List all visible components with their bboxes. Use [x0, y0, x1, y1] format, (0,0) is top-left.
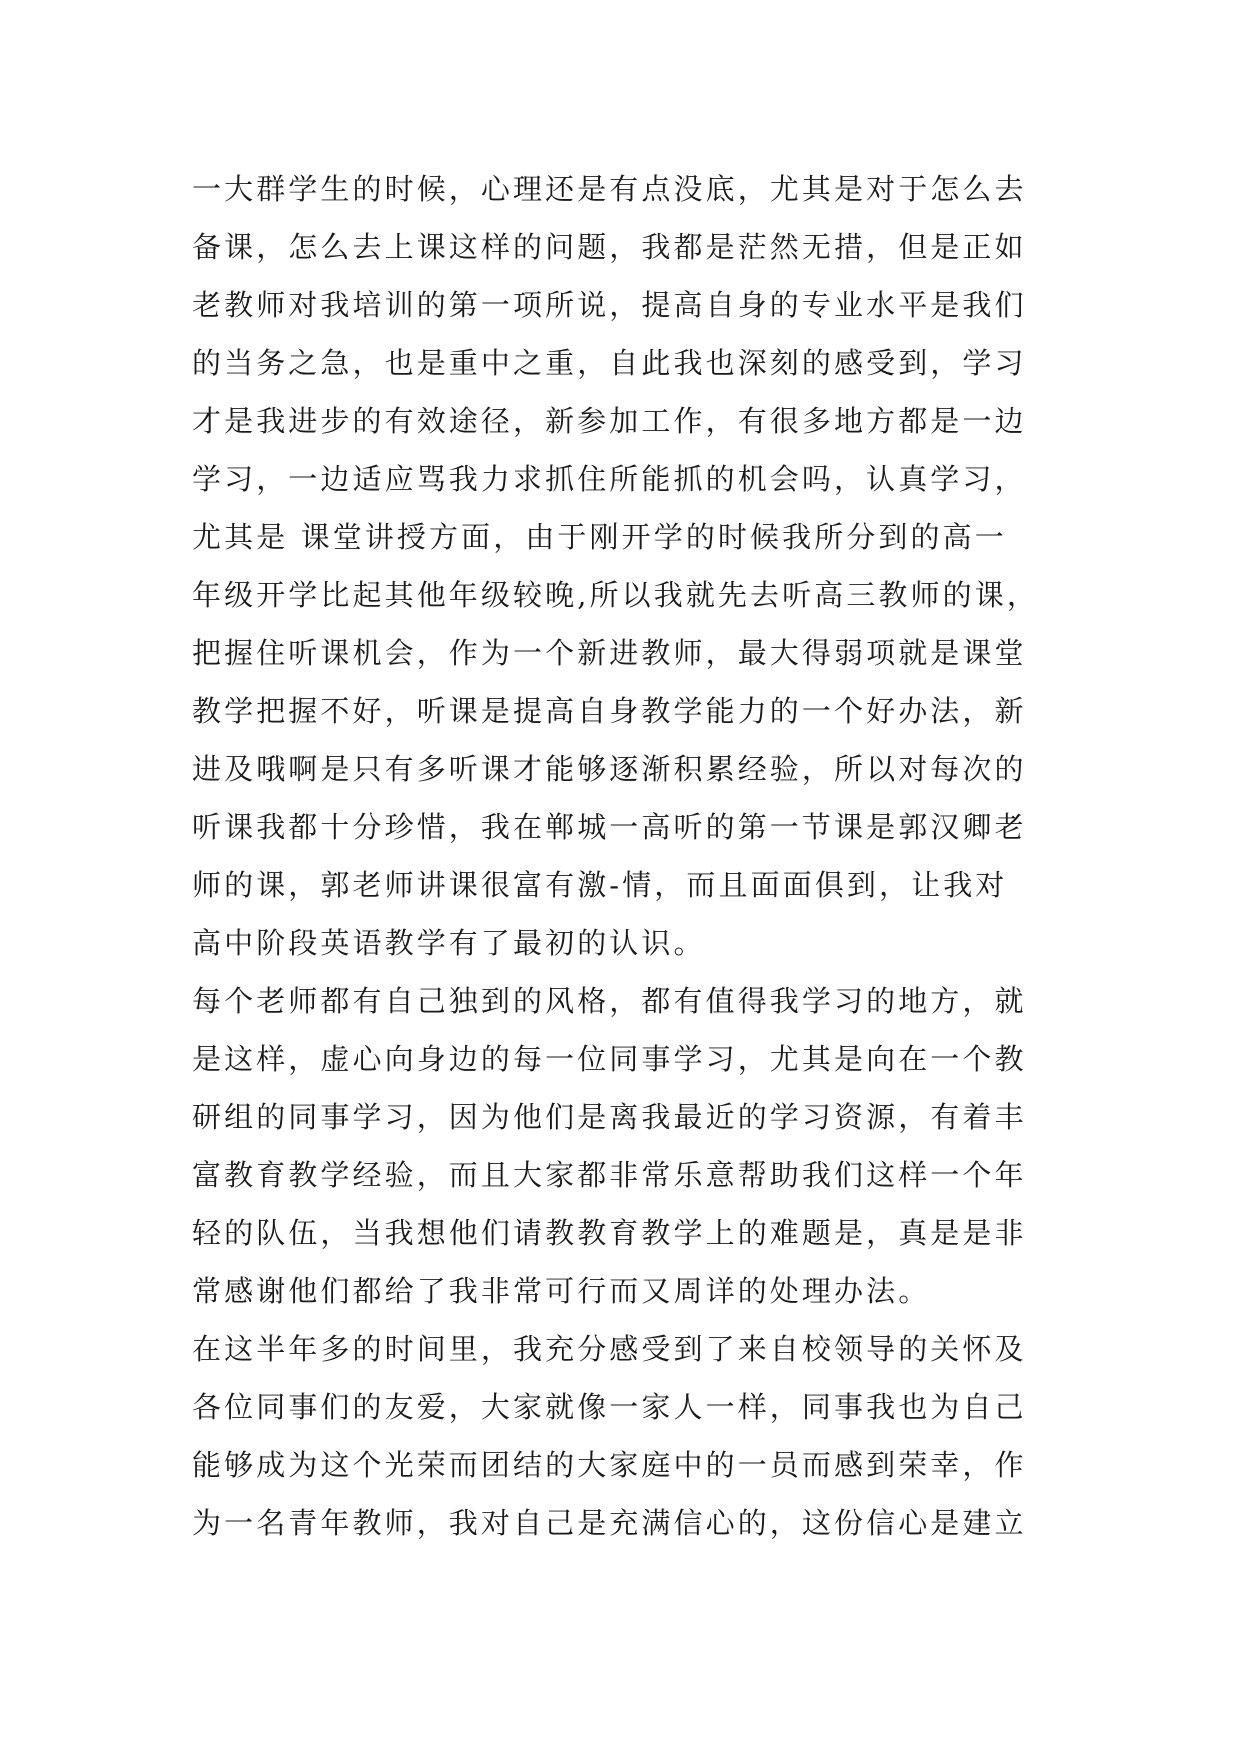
text-line: 老教师对我培训的第一项所说，提高自身的专业水平是我们	[192, 288, 1027, 322]
text-line: 在这半年多的时间里，我充分感受到了来自校领导的关怀及	[192, 1332, 1027, 1366]
text-line: 富教育教学经验，而且大家都非常乐意帮助我们这样一个年	[192, 1158, 1027, 1192]
text-line: 听课我都十分珍惜，我在郸城一高听的第一节课是郭汉卿老	[192, 810, 1027, 844]
text-line: 的当务之急，也是重中之重，自此我也深刻的感受到，学习	[192, 346, 1027, 380]
text-line: 进及哦啊是只有多听课才能够逐渐积累经验，所以对每次的	[192, 752, 1027, 786]
text-line: 为一名青年教师，我对自己是充满信心的，这份信心是建立	[192, 1506, 1027, 1540]
text-line: 常感谢他们都给了我非常可行而又周详的处理办法。	[192, 1274, 931, 1308]
text-line: 每个老师都有自己独到的风格，都有值得我学习的地方，就	[192, 984, 1027, 1018]
text-line: 高中阶段英语教学有了最初的认识。	[192, 926, 706, 960]
body-text	[192, 160, 1072, 1552]
text-line: 把握住听课机会，作为一个新进教师，最大得弱项就是课堂	[192, 636, 1027, 670]
text-line: 各位同事们的友爱，大家就像一家人一样，同事我也为自己	[192, 1390, 1027, 1424]
text-line: 研组的同事学习，因为他们是离我最近的学习资源，有着丰	[192, 1100, 1027, 1134]
text-line: 轻的队伍，当我想他们请教教育教学上的难题是，真是是非	[192, 1216, 1027, 1250]
text-line: 一大群学生的时候，心理还是有点没底，尤其是对于怎么去	[192, 172, 1027, 206]
text-line: 备课，怎么去上课这样的问题，我都是茫然无措，但是正如	[192, 230, 1027, 264]
text-line: 年级开学比起其他年级较晚,所以我就先去听高三教师的课，	[192, 578, 1039, 612]
text-line: 尤其是 课堂讲授方面，由于刚开学的时候我所分到的高一	[192, 520, 1007, 554]
text-line: 才是我进步的有效途径，新参加工作，有很多地方都是一边	[192, 404, 1027, 438]
text-line: 学习，一边适应骂我力求抓住所能抓的机会吗，认真学习，	[192, 462, 1027, 496]
text-line: 是这样，虚心向身边的每一位同事学习，尤其是向在一个教	[192, 1042, 1027, 1076]
text-line: 能够成为这个光荣而团结的大家庭中的一员而感到荣幸，作	[192, 1448, 1027, 1482]
text-line: 教学把握不好，听课是提高自身教学能力的一个好办法，新	[192, 694, 1027, 728]
text-line: 师的课，郭老师讲课很富有激-情，而且面面俱到，让我对	[192, 868, 1008, 902]
